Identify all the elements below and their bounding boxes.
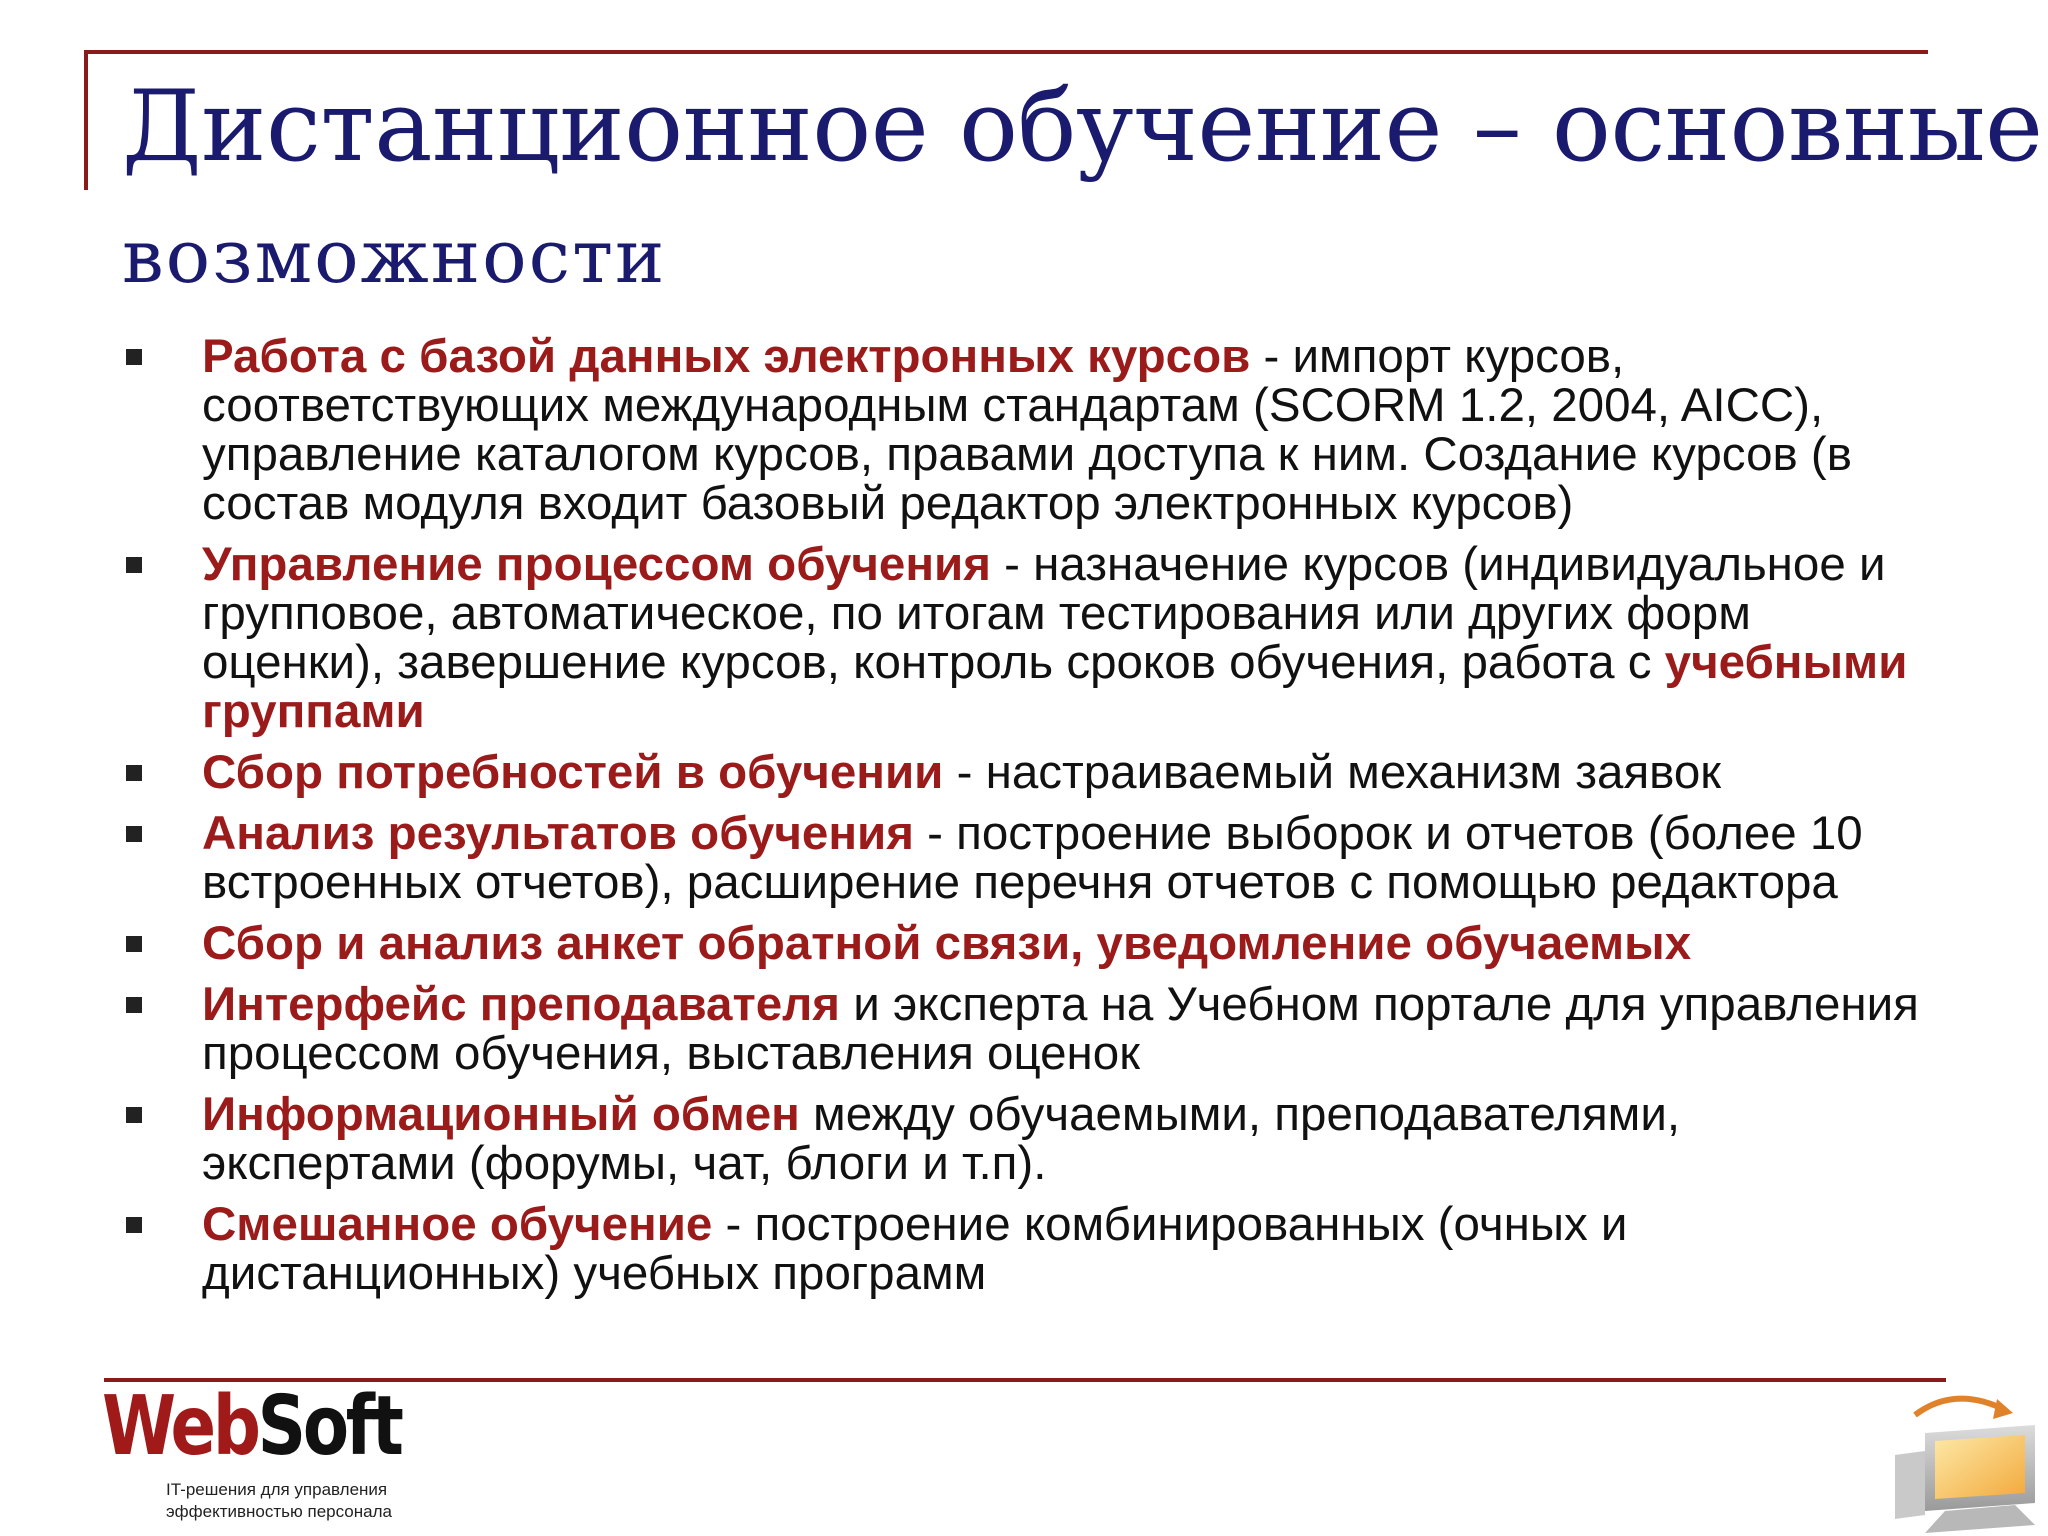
feature-description: - построение комбинированных (очных и дистанционных) учебных программ bbox=[202, 1198, 1628, 1300]
feature-heading: Интерфейс преподавателя bbox=[202, 978, 841, 1031]
square-bullet-icon bbox=[126, 349, 142, 365]
square-bullet-icon bbox=[126, 765, 142, 781]
square-bullet-icon bbox=[126, 936, 142, 952]
slide-title-line-1: Дистанционное обучение – основные bbox=[122, 70, 2043, 184]
feature-item-feedback-surveys bbox=[124, 919, 1924, 968]
logo-soft-text: Soft bbox=[257, 1379, 401, 1474]
websoft-logo bbox=[102, 1379, 432, 1522]
feature-item-results-analysis bbox=[124, 809, 1924, 907]
square-bullet-icon bbox=[126, 1217, 142, 1233]
feature-description: - назначение курсов (индивидуальное и групповое, автоматическое, по итогам тестирования или других форм оценки), завершение курсов, контроль сроков обучения, работа с bbox=[202, 538, 1886, 689]
feature-description: и эксперта на Учебном портале для управления процессом обучения, выставления оценок bbox=[202, 978, 1919, 1080]
feature-item-information-exchange bbox=[124, 1090, 1924, 1188]
feature-heading: Информационный обмен bbox=[202, 1088, 800, 1141]
feature-item-blended-learning bbox=[124, 1200, 1924, 1298]
feature-heading: Управление процессом обучения bbox=[202, 538, 991, 591]
feature-heading-secondary: учебными группами bbox=[202, 636, 1908, 738]
feature-description: - настраиваемый механизм заявок bbox=[943, 746, 1722, 799]
feature-list bbox=[124, 332, 1924, 1310]
feature-heading: Смешанное обучение bbox=[202, 1198, 713, 1251]
feature-item-teacher-interface bbox=[124, 980, 1924, 1078]
slide-title-line-2: возможности bbox=[122, 214, 667, 300]
feature-heading: Сбор потребностей в обучении bbox=[202, 746, 944, 799]
feature-description: между обучаемыми, преподавателями, экспертами (форумы, чат, блоги и т.п). bbox=[202, 1088, 1681, 1190]
square-bullet-icon bbox=[126, 826, 142, 842]
logo-web-text: Web bbox=[102, 1379, 258, 1474]
logo-wordmark bbox=[102, 1379, 401, 1474]
feature-description: - построение выборок и отчетов (более 10 встроенных отчетов), расширение перечня отчетов с помощью редактора bbox=[202, 807, 1863, 909]
slide-title bbox=[122, 70, 2043, 300]
feature-heading: Сбор и анализ анкет обратной связи, уведомление обучаемых bbox=[202, 917, 1692, 970]
square-bullet-icon bbox=[126, 997, 142, 1013]
feature-description: - импорт курсов, соответствующих международным стандартам (SCORM 1.2, 2004, AICC), управление каталогом курсов, правами доступа к ним. Создание курсов (в состав модуля входит базовый редактор электронных курсов) bbox=[202, 330, 1852, 530]
square-bullet-icon bbox=[126, 557, 142, 573]
feature-item-training-needs bbox=[124, 748, 1924, 797]
feature-item-course-database bbox=[124, 332, 1924, 528]
feature-item-learning-management bbox=[124, 540, 1924, 736]
feature-heading: Анализ результатов обучения bbox=[202, 807, 914, 860]
feature-heading: Работа с базой данных электронных курсов bbox=[202, 330, 1251, 383]
square-bullet-icon bbox=[126, 1107, 142, 1123]
logo-tagline-1: IT-решения для управления bbox=[166, 1480, 388, 1499]
computer-screen-icon bbox=[1885, 1385, 2045, 1535]
left-rule bbox=[84, 50, 88, 190]
logo-tagline-2: эффективностью персонала bbox=[166, 1502, 392, 1521]
top-rule bbox=[84, 50, 1928, 54]
